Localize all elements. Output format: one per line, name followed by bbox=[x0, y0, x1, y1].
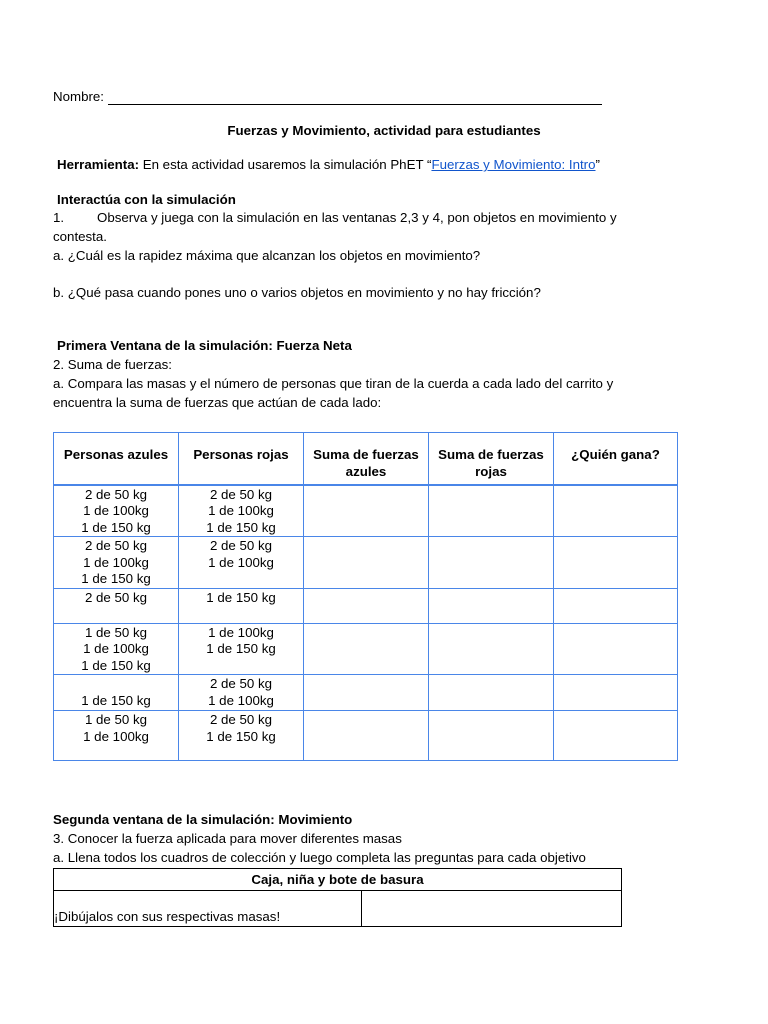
cell-line: 1 de 100kg bbox=[83, 728, 149, 744]
q3-a: a. Llena todos los cuadros de colección y luego completa las preguntas para cada objetivo bbox=[53, 850, 586, 865]
name-label: Nombre: bbox=[53, 89, 104, 104]
cell-line: 1 de 100kg bbox=[208, 692, 274, 708]
name-underline[interactable] bbox=[108, 104, 602, 105]
winner-cell[interactable] bbox=[554, 485, 678, 537]
cell-line: 1 de 150 kg bbox=[206, 589, 276, 605]
red-people-cell bbox=[179, 485, 304, 537]
cell-line: 1 de 100kg bbox=[208, 624, 274, 640]
cell-line: 1 de 150 kg bbox=[81, 519, 151, 535]
tool-line bbox=[57, 157, 600, 173]
draw-answer-cell[interactable] bbox=[362, 891, 622, 927]
winner-cell[interactable] bbox=[554, 711, 678, 761]
tool-text: En esta actividad usaremos la simulación PhET “ bbox=[139, 157, 432, 172]
cell-line: 1 de 150 kg bbox=[81, 571, 151, 586]
cell-line: 1 de 100kg bbox=[208, 554, 274, 570]
forces-table bbox=[53, 432, 678, 761]
red-people-cell bbox=[179, 623, 304, 675]
header-red-people: Personas rojas bbox=[179, 433, 304, 485]
red-sum-cell[interactable] bbox=[429, 537, 554, 589]
table-row bbox=[54, 537, 678, 589]
blue-sum-cell[interactable] bbox=[304, 588, 429, 623]
tool-label: Herramienta: bbox=[57, 157, 140, 172]
q1-continuation: contesta. bbox=[53, 229, 107, 244]
q1-a: a. ¿Cuál es la rapidez máxima que alcanzan los objetos en movimiento? bbox=[53, 248, 481, 263]
table-row bbox=[54, 485, 678, 537]
header-blue-sum: Suma de fuerzas azules bbox=[304, 433, 429, 485]
q1-b: b. ¿Qué pasa cuando pones uno o varios objetos en movimiento y no hay fricción? bbox=[53, 285, 541, 300]
q2-a-line1: a. Compara las masas y el número de personas que tiran de la cuerda a cada lado del carrito y bbox=[53, 376, 614, 391]
cell-line: 1 de 100kg bbox=[83, 503, 149, 518]
cell-line: 2 de 50 kg bbox=[209, 712, 273, 727]
cell-line: 2 de 50 kg bbox=[84, 486, 148, 502]
red-people-cell bbox=[179, 675, 304, 711]
blue-sum-cell[interactable] bbox=[304, 485, 429, 537]
cell-line: 2 de 50 kg bbox=[84, 538, 148, 553]
header-red-sum: Suma de fuerzas rojas bbox=[429, 433, 554, 485]
red-sum-cell[interactable] bbox=[429, 485, 554, 537]
red-sum-cell[interactable] bbox=[429, 675, 554, 711]
winner-cell[interactable] bbox=[554, 588, 678, 623]
winner-cell[interactable] bbox=[554, 675, 678, 711]
table-row bbox=[54, 891, 622, 927]
forces-header-row bbox=[54, 433, 678, 485]
blue-people-cell bbox=[54, 485, 179, 537]
header-winner: ¿Quién gana? bbox=[554, 433, 678, 485]
page-title: Fuerzas y Movimiento, actividad para estudiantes bbox=[227, 123, 541, 138]
table-row bbox=[54, 588, 678, 623]
cell-line: 1 de 100kg bbox=[208, 503, 274, 518]
blue-sum-cell[interactable] bbox=[304, 711, 429, 761]
cell-line: 2 de 50 kg bbox=[209, 486, 273, 502]
draw-label-cell: ¡Dibújalos con sus respectivas masas! bbox=[54, 891, 362, 927]
red-people-cell bbox=[179, 537, 304, 589]
cell-line: 2 de 50 kg bbox=[209, 538, 273, 553]
blue-people-cell bbox=[54, 675, 179, 711]
table-row bbox=[54, 675, 678, 711]
red-sum-cell[interactable] bbox=[429, 588, 554, 623]
cell-line: 1 de 150 kg bbox=[206, 641, 276, 656]
winner-cell[interactable] bbox=[554, 537, 678, 589]
cell-line: 1 de 150 kg bbox=[206, 728, 276, 744]
section3-heading: Segunda ventana de la simulación: Movimiento bbox=[53, 812, 353, 827]
blue-people-cell bbox=[54, 537, 179, 589]
table-row bbox=[54, 711, 678, 761]
cell-line: 1 de 50 kg bbox=[84, 712, 148, 727]
objects-table-header: Caja, niña y bote de basura bbox=[54, 869, 622, 891]
blue-sum-cell[interactable] bbox=[304, 623, 429, 675]
blue-sum-cell[interactable] bbox=[304, 675, 429, 711]
cell-line: 2 de 50 kg bbox=[209, 676, 273, 691]
table-row bbox=[54, 623, 678, 675]
section1-heading: Interactúa con la simulación bbox=[57, 192, 236, 207]
q3-heading: 3. Conocer la fuerza aplicada para mover diferentes masas bbox=[53, 831, 402, 846]
q1-number: 1. bbox=[53, 210, 65, 225]
q1-text: Observa y juega con la simulación en las ventanas 2,3 y 4, pon objetos en movimiento y bbox=[97, 210, 617, 225]
q2-heading: 2. Suma de fuerzas: bbox=[53, 357, 172, 372]
header-blue-people: Personas azules bbox=[54, 433, 179, 485]
phet-link[interactable]: Fuerzas y Movimiento: Intro bbox=[431, 157, 596, 172]
blue-people-cell bbox=[54, 588, 179, 623]
blue-sum-cell[interactable] bbox=[304, 537, 429, 589]
red-sum-cell[interactable] bbox=[429, 623, 554, 675]
section2-heading: Primera Ventana de la simulación: Fuerza Neta bbox=[57, 338, 352, 353]
cell-line: 2 de 50 kg bbox=[84, 589, 148, 605]
cell-line: 1 de 150 kg bbox=[81, 692, 151, 708]
red-people-cell bbox=[179, 588, 304, 623]
close-quote: ” bbox=[595, 157, 600, 172]
blue-people-cell bbox=[54, 711, 179, 761]
cell-line bbox=[54, 676, 178, 693]
objects-table bbox=[53, 868, 622, 927]
cell-line: 1 de 100kg bbox=[83, 554, 149, 570]
winner-cell[interactable] bbox=[554, 623, 678, 675]
cell-line: 1 de 150 kg bbox=[206, 519, 276, 535]
cell-line: 1 de 150 kg bbox=[81, 657, 151, 673]
cell-line: 1 de 100kg bbox=[83, 641, 149, 656]
blue-people-cell bbox=[54, 623, 179, 675]
red-sum-cell[interactable] bbox=[429, 711, 554, 761]
q2-a-line2: encuentra la suma de fuerzas que actúan de cada lado: bbox=[53, 395, 382, 410]
cell-line: 1 de 50 kg bbox=[84, 624, 148, 640]
red-people-cell bbox=[179, 711, 304, 761]
